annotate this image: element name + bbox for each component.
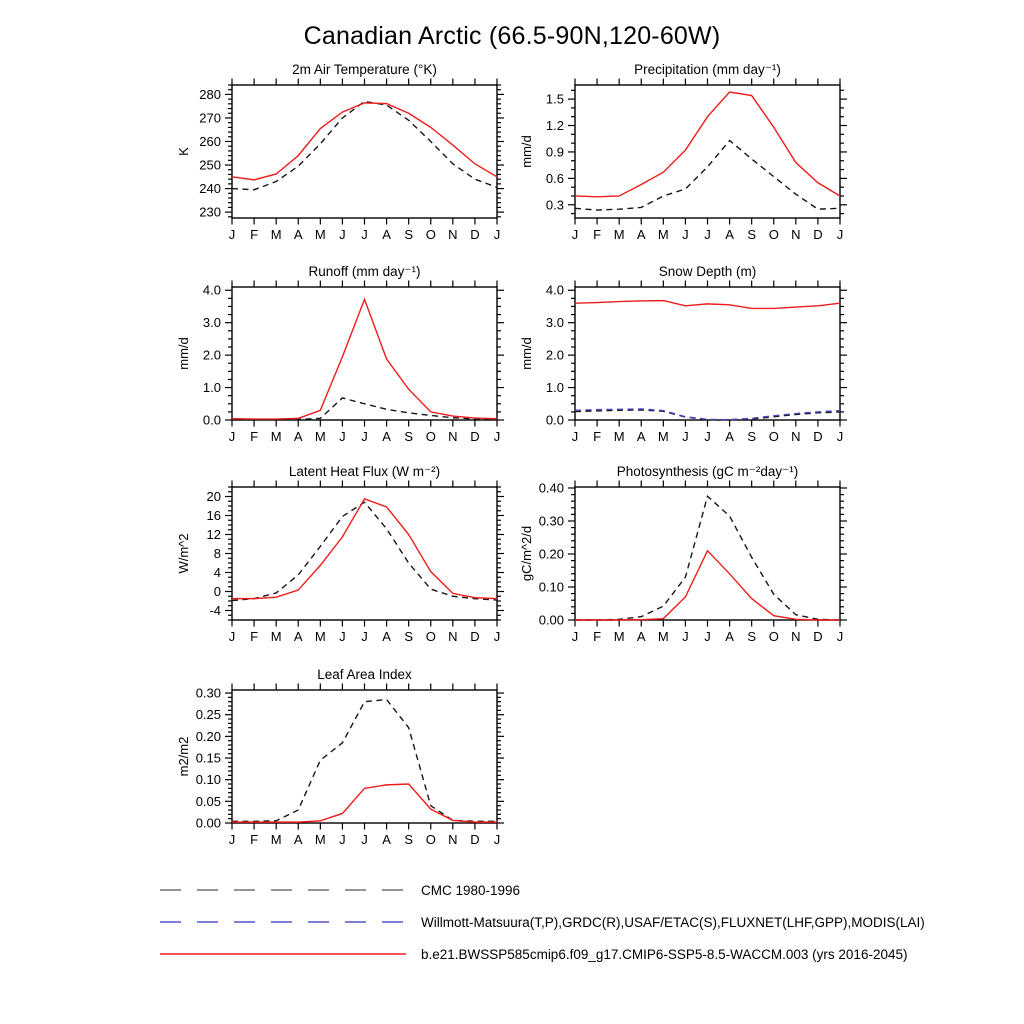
svg-text:F: F [250, 629, 259, 644]
chart-leaf-area-index [160, 664, 510, 856]
svg-text:J: J [493, 227, 501, 242]
svg-text:A: A [382, 629, 391, 644]
svg-text:M: M [613, 227, 625, 242]
figure-title: Canadian Arctic (66.5-90N,120-60W) [303, 22, 721, 50]
svg-text:240: 240 [199, 181, 221, 197]
legend-line-obs-icon [158, 918, 408, 926]
svg-text:12: 12 [206, 527, 221, 542]
svg-text:A: A [636, 227, 646, 242]
svg-text:270: 270 [199, 110, 221, 126]
svg-text:J: J [493, 429, 501, 444]
svg-text:0.40: 0.40 [538, 480, 564, 496]
svg-text:0.9: 0.9 [545, 144, 564, 160]
svg-text:J: J [571, 629, 579, 644]
svg-text:J: J [493, 832, 501, 847]
svg-text:F: F [250, 227, 259, 242]
svg-text:J: J [682, 227, 689, 242]
svg-text:3.0: 3.0 [202, 315, 221, 331]
svg-text:A: A [725, 629, 734, 644]
svg-text:J: J [228, 629, 236, 644]
svg-text:J: J [228, 832, 236, 847]
svg-text:S: S [747, 227, 757, 242]
svg-text:A: A [636, 429, 646, 444]
svg-text:J: J [836, 429, 844, 444]
svg-text:Precipitation (mm day⁻¹): Precipitation (mm day⁻¹) [634, 62, 781, 77]
svg-text:D: D [813, 629, 823, 644]
svg-text:J: J [228, 429, 236, 444]
svg-text:J: J [339, 227, 346, 242]
svg-text:S: S [404, 227, 414, 242]
svg-text:M: M [314, 629, 326, 644]
svg-text:Latent Heat Flux (W m⁻²): Latent Heat Flux (W m⁻²) [288, 464, 441, 479]
svg-text:W/m^2: W/m^2 [176, 533, 191, 574]
svg-text:J: J [361, 429, 368, 444]
svg-text:M: M [270, 429, 282, 444]
svg-text:A: A [725, 227, 734, 242]
svg-text:0.10: 0.10 [195, 772, 221, 788]
legend-item-obs [158, 906, 925, 938]
svg-text:1.2: 1.2 [545, 118, 564, 134]
svg-text:m2/m2: m2/m2 [176, 736, 191, 777]
svg-text:M: M [657, 227, 669, 242]
chart-photosynthesis [503, 461, 853, 653]
svg-text:D: D [470, 227, 480, 242]
svg-text:M: M [314, 227, 326, 242]
svg-text:0.30: 0.30 [195, 685, 221, 701]
svg-text:D: D [470, 832, 480, 847]
svg-text:J: J [704, 227, 711, 242]
svg-text:0.30: 0.30 [538, 513, 564, 529]
svg-text:N: N [448, 629, 458, 644]
svg-text:N: N [791, 227, 801, 242]
svg-text:gC/m^2/d: gC/m^2/d [519, 525, 534, 582]
svg-text:J: J [836, 227, 844, 242]
svg-text:0.10: 0.10 [538, 579, 564, 595]
svg-text:Snow Depth (m): Snow Depth (m) [658, 264, 757, 279]
svg-text:mm/d: mm/d [176, 337, 191, 370]
svg-text:J: J [704, 629, 711, 644]
svg-text:4.0: 4.0 [545, 282, 564, 298]
svg-text:0.6: 0.6 [545, 170, 564, 186]
svg-text:D: D [470, 429, 480, 444]
svg-text:S: S [747, 429, 757, 444]
svg-text:D: D [470, 629, 480, 644]
svg-text:2m Air Temperature (°K): 2m Air Temperature (°K) [292, 62, 437, 77]
legend-label-model: b.e21.BWSSP585cmip6.f09_g17.CMIP6-SSP5-8.5-WACCM.003 (yrs 2016-2045) [421, 946, 908, 962]
svg-text:J: J [361, 832, 368, 847]
chart-latent-heat-flux [160, 461, 510, 653]
svg-text:O: O [768, 227, 779, 242]
svg-text:mm/d: mm/d [519, 337, 534, 370]
svg-text:Photosynthesis (gC m⁻²day⁻¹): Photosynthesis (gC m⁻²day⁻¹) [616, 464, 799, 479]
svg-text:J: J [571, 227, 579, 242]
svg-text:F: F [593, 227, 602, 242]
svg-text:1.0: 1.0 [545, 380, 564, 396]
legend-line-cmc-icon [158, 886, 408, 894]
svg-text:M: M [613, 429, 625, 444]
svg-text:J: J [339, 832, 346, 847]
svg-text:0.00: 0.00 [538, 612, 564, 628]
svg-text:J: J [339, 429, 346, 444]
svg-text:J: J [493, 629, 501, 644]
svg-text:D: D [813, 429, 823, 444]
svg-text:-4: -4 [209, 603, 221, 618]
svg-text:M: M [314, 429, 326, 444]
svg-text:A: A [382, 227, 391, 242]
svg-text:1.5: 1.5 [545, 91, 564, 107]
svg-text:D: D [813, 227, 823, 242]
svg-text:N: N [791, 429, 801, 444]
chart-snow-depth [503, 261, 853, 453]
svg-text:A: A [293, 629, 303, 644]
svg-text:230: 230 [199, 204, 221, 220]
svg-text:A: A [293, 227, 303, 242]
legend-item-model [158, 938, 925, 970]
svg-text:S: S [404, 832, 414, 847]
legend-line-model-icon [158, 950, 408, 958]
legend-label-cmc: CMC 1980-1996 [421, 882, 521, 898]
svg-text:0.00: 0.00 [195, 815, 221, 831]
svg-text:S: S [747, 629, 757, 644]
svg-text:0.0: 0.0 [545, 412, 564, 428]
svg-text:2.0: 2.0 [545, 347, 564, 363]
svg-text:N: N [448, 227, 458, 242]
legend [158, 874, 925, 970]
svg-text:A: A [293, 429, 303, 444]
svg-text:O: O [768, 429, 779, 444]
svg-text:0: 0 [213, 584, 221, 599]
svg-text:A: A [636, 629, 646, 644]
svg-text:J: J [571, 429, 579, 444]
svg-text:F: F [250, 429, 259, 444]
svg-text:M: M [613, 629, 625, 644]
svg-text:20: 20 [206, 489, 221, 504]
svg-text:M: M [270, 227, 282, 242]
svg-text:N: N [448, 429, 458, 444]
svg-text:250: 250 [199, 157, 221, 173]
svg-text:0.3: 0.3 [545, 197, 564, 213]
chart-runoff [160, 261, 510, 453]
svg-text:J: J [361, 227, 368, 242]
svg-text:M: M [314, 832, 326, 847]
chart-precipitation [503, 59, 853, 251]
svg-text:A: A [382, 832, 391, 847]
svg-text:0.20: 0.20 [538, 546, 564, 562]
svg-text:O: O [425, 832, 436, 847]
svg-text:J: J [682, 629, 689, 644]
svg-text:F: F [593, 629, 602, 644]
svg-text:J: J [228, 227, 236, 242]
svg-text:4.0: 4.0 [202, 282, 221, 298]
svg-text:K: K [176, 147, 191, 156]
svg-text:A: A [293, 832, 303, 847]
legend-label-obs: Willmott-Matsuura(T,P),GRDC(R),USAF/ETAC(S),FLUXNET(LHF,GPP),MODIS(LAI) [421, 914, 925, 930]
svg-text:M: M [270, 832, 282, 847]
svg-text:3.0: 3.0 [545, 315, 564, 331]
svg-text:mm/d: mm/d [519, 135, 534, 168]
svg-text:M: M [657, 629, 669, 644]
svg-text:A: A [382, 429, 391, 444]
svg-text:O: O [425, 227, 436, 242]
svg-text:0.20: 0.20 [195, 728, 221, 744]
svg-text:0.25: 0.25 [195, 707, 221, 723]
svg-text:2.0: 2.0 [202, 347, 221, 363]
svg-text:J: J [836, 629, 844, 644]
svg-text:J: J [361, 629, 368, 644]
svg-text:M: M [270, 629, 282, 644]
svg-text:M: M [657, 429, 669, 444]
legend-item-cmc [158, 874, 925, 906]
svg-text:J: J [339, 629, 346, 644]
svg-text:F: F [250, 832, 259, 847]
svg-text:F: F [593, 429, 602, 444]
svg-text:N: N [448, 832, 458, 847]
svg-text:0.05: 0.05 [195, 793, 221, 809]
svg-text:8: 8 [213, 546, 221, 561]
svg-text:S: S [404, 629, 414, 644]
svg-text:0.0: 0.0 [202, 412, 221, 428]
chart-2m-air-temperature [160, 59, 510, 251]
svg-text:A: A [725, 429, 734, 444]
svg-text:O: O [425, 429, 436, 444]
svg-text:0.15: 0.15 [195, 750, 221, 766]
svg-text:O: O [425, 629, 436, 644]
svg-text:1.0: 1.0 [202, 380, 221, 396]
svg-text:N: N [791, 629, 801, 644]
svg-text:280: 280 [199, 86, 221, 102]
svg-text:S: S [404, 429, 414, 444]
svg-text:J: J [704, 429, 711, 444]
svg-text:O: O [768, 629, 779, 644]
svg-text:16: 16 [206, 508, 221, 523]
svg-text:260: 260 [199, 133, 221, 149]
svg-text:J: J [682, 429, 689, 444]
svg-text:4: 4 [213, 565, 221, 580]
svg-text:Runoff (mm day⁻¹): Runoff (mm day⁻¹) [308, 264, 421, 279]
svg-text:Leaf Area Index: Leaf Area Index [317, 667, 412, 682]
